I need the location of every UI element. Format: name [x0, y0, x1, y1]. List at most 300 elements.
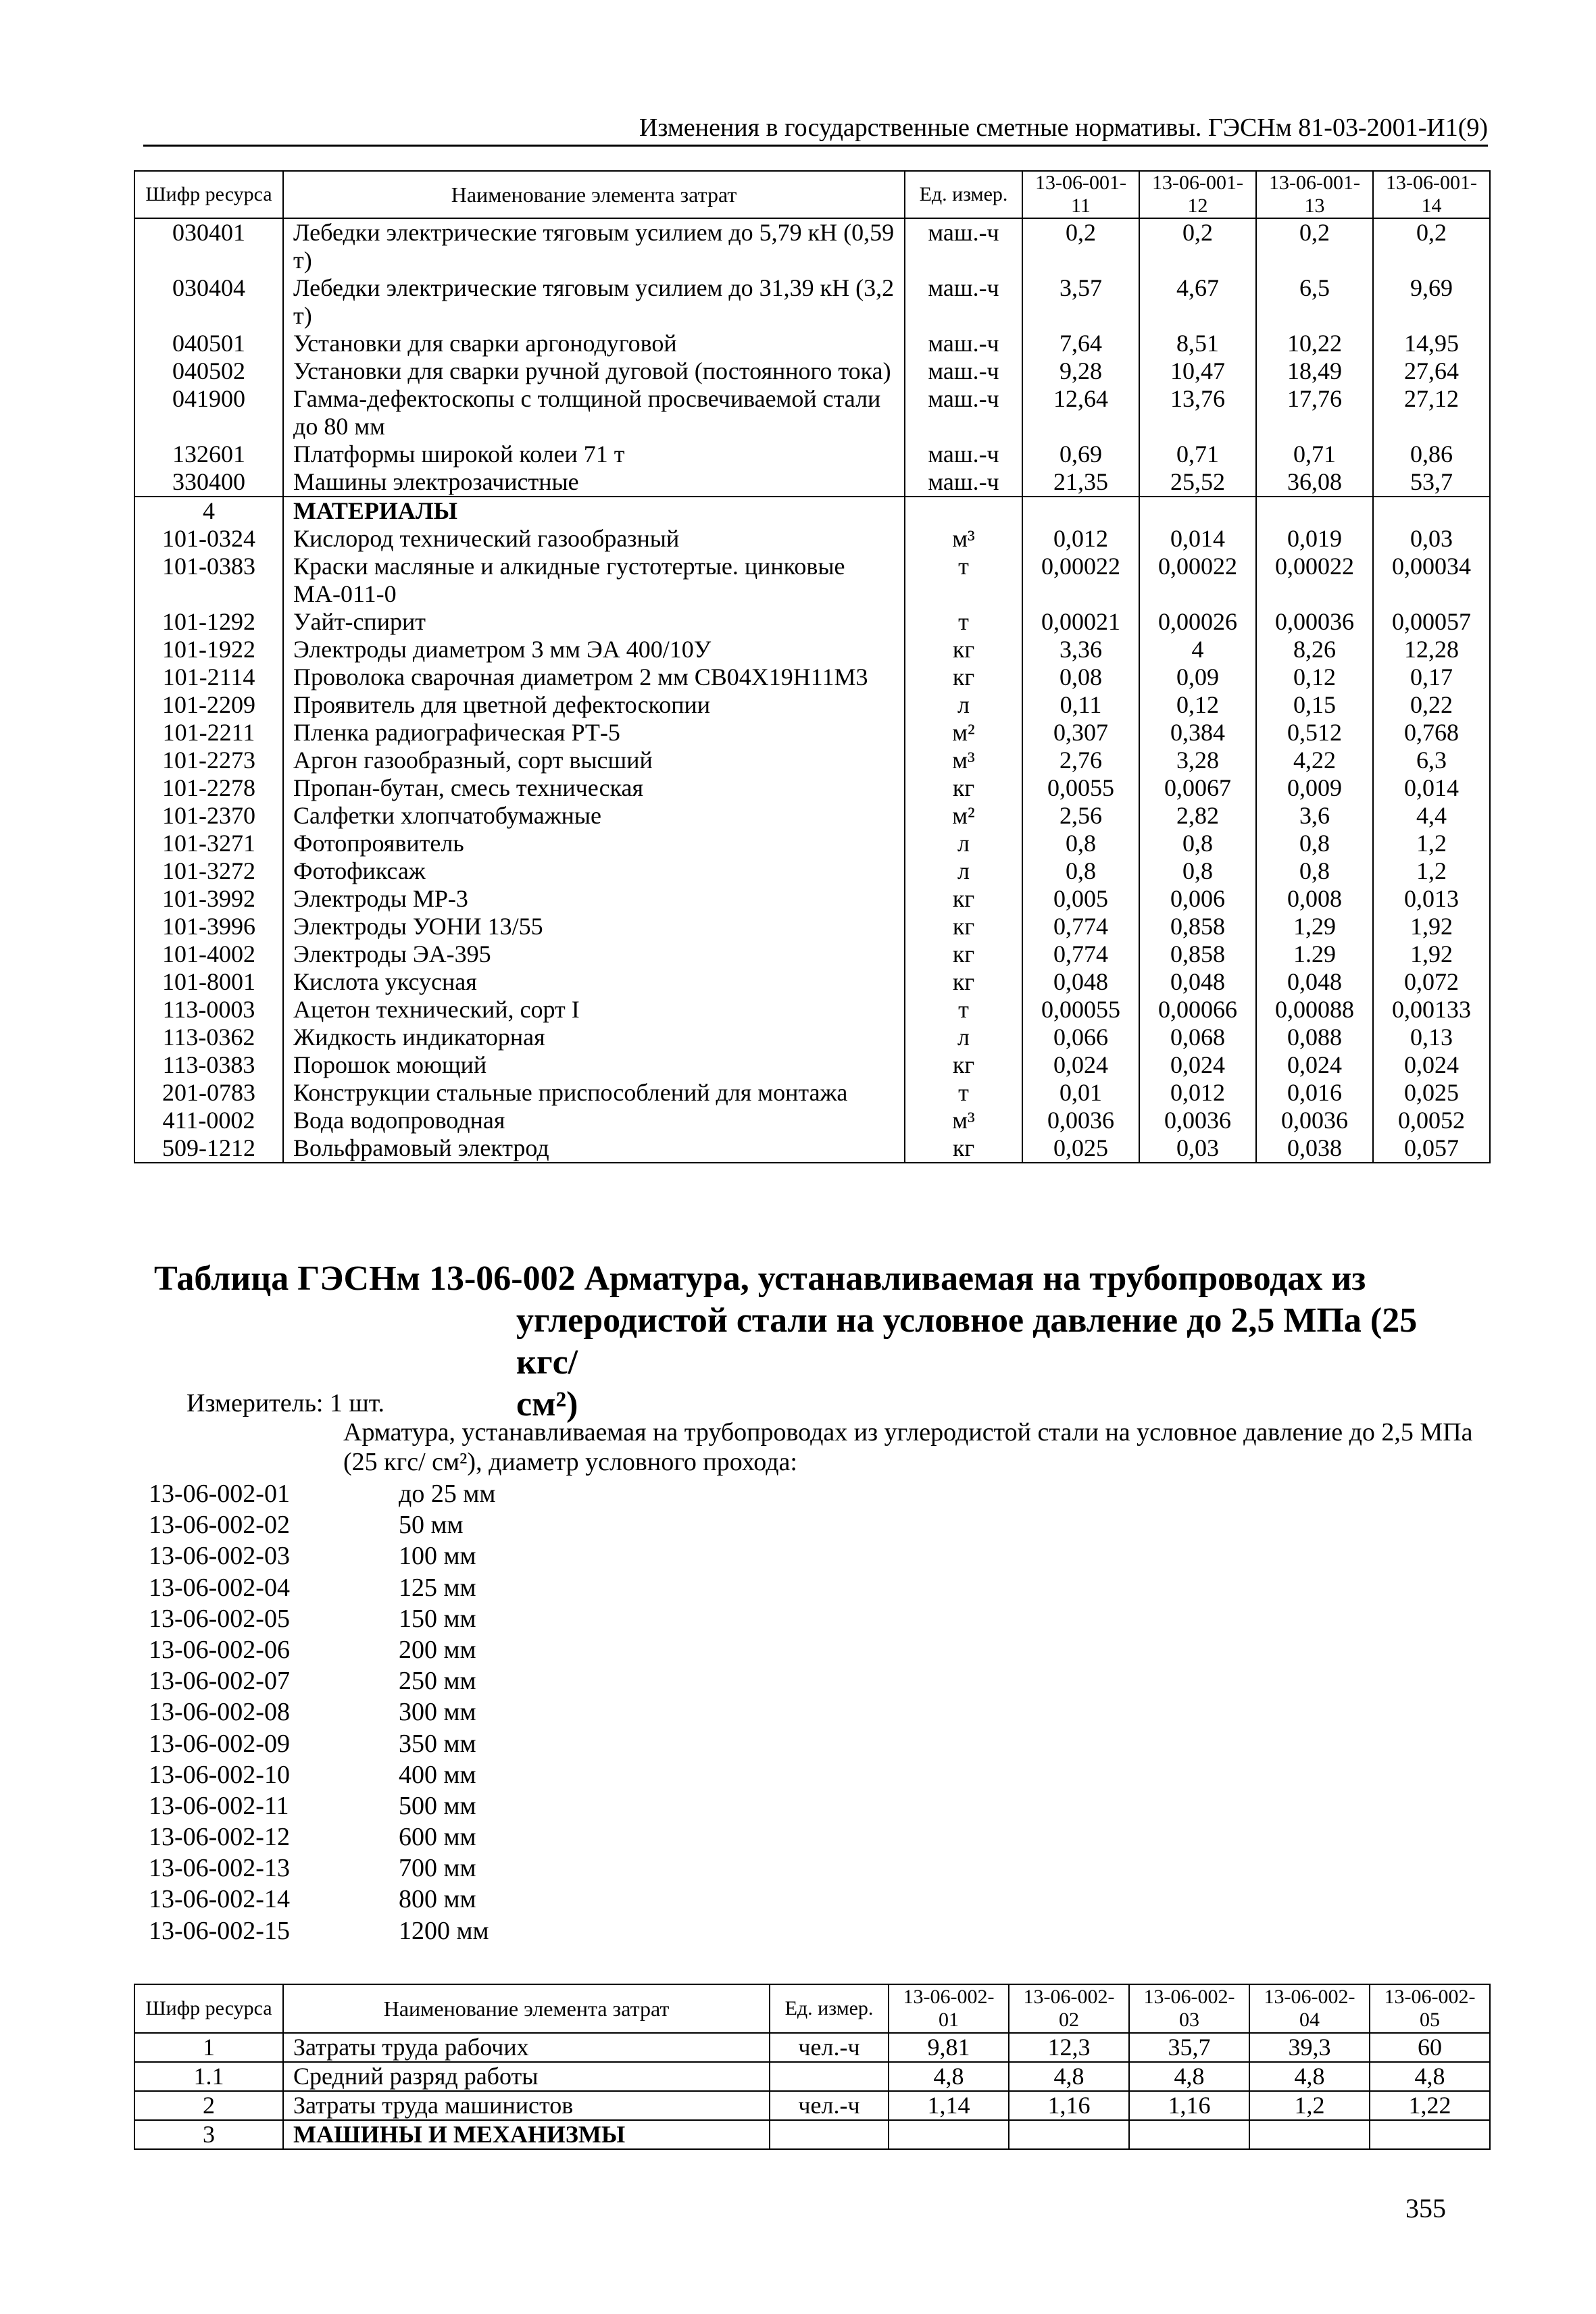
resource-code: 101-2370	[134, 802, 283, 830]
unit: л	[905, 857, 1022, 885]
norm-value: 0,048	[1022, 968, 1139, 996]
norm-value: 0,03	[1373, 525, 1490, 553]
norm-value: 0,0036	[1022, 1107, 1139, 1134]
norm-value: 0,2	[1256, 218, 1373, 274]
resource-code: 101-3992	[134, 885, 283, 913]
norm-value: 27,12	[1373, 385, 1490, 441]
unit: кг	[905, 636, 1022, 663]
norm-value: 9,69	[1373, 274, 1490, 330]
norm-value: 0,12	[1139, 691, 1256, 719]
variant-code: 13-06-002-07	[149, 1667, 290, 1696]
norm-value: 0,048	[1139, 968, 1256, 996]
resource-name: Электроды УОНИ 13/55	[283, 913, 905, 940]
variant-item	[149, 1478, 495, 1509]
norm-value: 0,00034	[1373, 553, 1490, 608]
unit: кг	[905, 663, 1022, 691]
norm-value: 4,8	[889, 2062, 1009, 2091]
norm-value: 12,3	[1009, 2033, 1129, 2062]
resource-name: Кислород технический газообразный	[283, 525, 905, 553]
variant-code: 13-06-002-15	[149, 1916, 290, 1945]
norm-value: 0,024	[1139, 1051, 1256, 1079]
norm-value: 1,16	[1009, 2091, 1129, 2120]
variant-code: 13-06-002-14	[149, 1885, 290, 1914]
variant-code: 13-06-002-06	[149, 1635, 290, 1664]
norm-value: 2,82	[1139, 802, 1256, 830]
variant-code: 13-06-002-10	[149, 1760, 290, 1789]
resource-name: Пропан-бутан, смесь техническая	[283, 774, 905, 802]
norm-value: 0,00022	[1139, 553, 1256, 608]
resource-code: 113-0003	[134, 996, 283, 1024]
variant-code: 13-06-002-11	[149, 1791, 289, 1820]
resource-name: Электроды ЭА-395	[283, 940, 905, 968]
resource-code: 113-0362	[134, 1024, 283, 1051]
norm-value: 53,7	[1373, 468, 1490, 497]
resource-name: Конструкции стальные приспособлений для монтажа	[283, 1079, 905, 1107]
header-col: 13-06-001-12	[1139, 171, 1256, 218]
table-2-title-line: Таблица ГЭСНм 13-06-002 Арматура, устанавливаемая на трубопроводах из	[154, 1259, 1366, 1298]
variant-item	[149, 1853, 495, 1884]
table-row	[134, 357, 1490, 385]
variant-item	[149, 1696, 495, 1728]
norm-value: 18,49	[1256, 357, 1373, 385]
unit: м²	[905, 719, 1022, 747]
section-name: МАШИНЫ И МЕХАНИЗМЫ	[283, 2120, 770, 2149]
table-row	[134, 1079, 1490, 1107]
variant-item	[149, 1915, 495, 1946]
norm-value: 0,0036	[1139, 1107, 1256, 1134]
table-row	[134, 830, 1490, 857]
norm-value: 1,2	[1373, 857, 1490, 885]
variant-diameter: 125 мм	[399, 1573, 476, 1602]
norm-value: 1,22	[1370, 2091, 1490, 2120]
variant-diameter: 50 мм	[399, 1511, 464, 1540]
unit: кг	[905, 885, 1022, 913]
norm-value: 35,7	[1129, 2033, 1249, 2062]
norm-value: 0,2	[1139, 218, 1256, 274]
variant-item	[149, 1821, 495, 1853]
unit: маш.-ч	[905, 218, 1022, 274]
norm-value: 0,00055	[1022, 996, 1139, 1024]
variant-diameter: 400 мм	[399, 1760, 476, 1789]
unit: м³	[905, 525, 1022, 553]
table-2-title-line: углеродистой стали на условное давление до 2,5 МПа (25 кгс/	[516, 1301, 1418, 1382]
norm-value: 0,00066	[1139, 996, 1256, 1024]
norm-value: 0,057	[1373, 1134, 1490, 1163]
resource-code: 040501	[134, 330, 283, 357]
header-unit: Ед. измер.	[905, 171, 1022, 218]
unit: т	[905, 996, 1022, 1024]
norm-value: 0,038	[1256, 1134, 1373, 1163]
unit: л	[905, 1024, 1022, 1051]
resource-table-13-06-002	[134, 1984, 1491, 2150]
table-row	[134, 636, 1490, 663]
resource-code: 101-2278	[134, 774, 283, 802]
norm-value: 0,768	[1373, 719, 1490, 747]
norm-value: 17,76	[1256, 385, 1373, 441]
resource-code: 509-1212	[134, 1134, 283, 1163]
header-col: 13-06-001-11	[1022, 171, 1139, 218]
norm-value: 0,009	[1256, 774, 1373, 802]
norm-value: 0,019	[1256, 525, 1373, 553]
unit: кг	[905, 1051, 1022, 1079]
table-row	[134, 940, 1490, 968]
variant-code: 13-06-002-13	[149, 1854, 290, 1883]
norm-value: 0,71	[1256, 441, 1373, 468]
norm-value: 0,024	[1373, 1051, 1490, 1079]
table-row	[134, 857, 1490, 885]
unit: маш.-ч	[905, 330, 1022, 357]
unit: л	[905, 691, 1022, 719]
variant-item	[149, 1509, 495, 1540]
norm-value: 0,006	[1139, 885, 1256, 913]
norm-value: 0,0055	[1022, 774, 1139, 802]
unit: кг	[905, 1134, 1022, 1163]
norm-value: 0,8	[1256, 830, 1373, 857]
norm-value: 0,774	[1022, 913, 1139, 940]
header-code: Шифр ресурса	[134, 171, 283, 218]
norm-value: 2,76	[1022, 747, 1139, 774]
resource-name: Средний разряд работы	[283, 2062, 770, 2091]
norm-value: 0,8	[1022, 830, 1139, 857]
resource-code: 101-2273	[134, 747, 283, 774]
resource-name: Проволока сварочная диаметром 2 мм СВ04Х19Н11М3	[283, 663, 905, 691]
header-col: 13-06-001-14	[1373, 171, 1490, 218]
norm-value: 0,00133	[1373, 996, 1490, 1024]
variant-diameter: 200 мм	[399, 1635, 476, 1664]
resource-name: Краски масляные и алкидные густотертые. цинковые МА-011-0	[283, 553, 905, 608]
norm-value: 13,76	[1139, 385, 1256, 441]
unit: маш.-ч	[905, 468, 1022, 497]
norm-value: 0,11	[1022, 691, 1139, 719]
resource-name: Установки для сварки аргонодуговой	[283, 330, 905, 357]
norm-value: 21,35	[1022, 468, 1139, 497]
norm-value: 0,00026	[1139, 608, 1256, 636]
norm-value: 3,28	[1139, 747, 1256, 774]
norm-value: 4,8	[1129, 2062, 1249, 2091]
resource-name: Установки для сварки ручной дуговой (постоянного тока)	[283, 357, 905, 385]
table-row	[134, 2062, 1490, 2091]
unit: чел.-ч	[770, 2091, 889, 2120]
norm-value: 0,384	[1139, 719, 1256, 747]
resource-name: Кислота уксусная	[283, 968, 905, 996]
unit: кг	[905, 774, 1022, 802]
unit: кг	[905, 940, 1022, 968]
norm-value: 0,00036	[1256, 608, 1373, 636]
norm-value	[1373, 497, 1490, 525]
unit	[770, 2062, 889, 2091]
page-number: 355	[1405, 2193, 1446, 2223]
variant-diameter: до 25 мм	[399, 1480, 496, 1508]
table-header-row	[134, 171, 1490, 218]
norm-value: 0,013	[1373, 885, 1490, 913]
norm-value: 1,92	[1373, 913, 1490, 940]
table-row	[134, 1107, 1490, 1134]
norm-value: 0,072	[1373, 968, 1490, 996]
unit: т	[905, 553, 1022, 608]
variant-diameter: 350 мм	[399, 1729, 476, 1758]
variant-item	[149, 1728, 495, 1759]
variant-diameter: 800 мм	[399, 1885, 476, 1914]
norm-value: 0,012	[1139, 1079, 1256, 1107]
header-col: 13-06-002-04	[1249, 1984, 1370, 2033]
norm-value	[1022, 497, 1139, 525]
norm-value: 0,025	[1022, 1134, 1139, 1163]
norm-value	[1139, 497, 1256, 525]
norm-value: 0,774	[1022, 940, 1139, 968]
norm-value: 0,12	[1256, 663, 1373, 691]
resource-code: 113-0383	[134, 1051, 283, 1079]
norm-value: 4,67	[1139, 274, 1256, 330]
table-row	[134, 525, 1490, 553]
resource-code: 1	[134, 2033, 283, 2062]
table-header-row	[134, 1984, 1490, 2033]
norm-value: 25,52	[1139, 468, 1256, 497]
norm-value: 3,36	[1022, 636, 1139, 663]
section-row	[134, 497, 1490, 525]
norm-value: 39,3	[1249, 2033, 1370, 2062]
header-col: 13-06-002-03	[1129, 1984, 1249, 2033]
variant-item	[149, 1603, 495, 1634]
norm-value: 0,005	[1022, 885, 1139, 913]
resource-code: 411-0002	[134, 1107, 283, 1134]
norm-value: 0,0052	[1373, 1107, 1490, 1134]
norm-value: 0,09	[1139, 663, 1256, 691]
norm-value: 0,8	[1022, 857, 1139, 885]
norm-value: 1.29	[1256, 940, 1373, 968]
resource-name: Уайт-спирит	[283, 608, 905, 636]
variant-diameter: 300 мм	[399, 1698, 476, 1727]
norm-value: 0,2	[1373, 218, 1490, 274]
variant-diameter: 500 мм	[399, 1791, 476, 1820]
resource-name: Пленка радиографическая РТ-5	[283, 719, 905, 747]
resource-code: 101-2209	[134, 691, 283, 719]
norm-value: 6,3	[1373, 747, 1490, 774]
unit: м²	[905, 802, 1022, 830]
table-row	[134, 330, 1490, 357]
unit: маш.-ч	[905, 357, 1022, 385]
norm-value: 14,95	[1373, 330, 1490, 357]
table-row	[134, 691, 1490, 719]
norm-value: 0,03	[1139, 1134, 1256, 1163]
table-row	[134, 1134, 1490, 1163]
norm-value: 0,69	[1022, 441, 1139, 468]
resource-code: 1.1	[134, 2062, 283, 2091]
norm-value: 1,14	[889, 2091, 1009, 2120]
norm-value: 4	[1139, 636, 1256, 663]
norm-value: 36,08	[1256, 468, 1373, 497]
variant-item	[149, 1884, 495, 1915]
unit: т	[905, 608, 1022, 636]
work-description: Арматура, устанавливаемая на трубопроводах из углеродистой стали на условное давление до 2,5 МПа (25 кгс/ см²), диаметр условного прохода:	[343, 1418, 1473, 1476]
norm-value: 1,92	[1373, 940, 1490, 968]
header-name: Наименование элемента затрат	[283, 171, 905, 218]
resource-code: 101-3996	[134, 913, 283, 940]
resource-name: Затраты труда рабочих	[283, 2033, 770, 2062]
table-2-title-line: см²)	[516, 1385, 578, 1424]
variant-diameter: 1200 мм	[399, 1916, 489, 1945]
resource-code: 101-0324	[134, 525, 283, 553]
resource-name: Электроды диаметром 3 мм ЭА 400/10У	[283, 636, 905, 663]
norm-value: 0,014	[1373, 774, 1490, 802]
norm-value	[1009, 2120, 1129, 2149]
header-col: 13-06-002-05	[1370, 1984, 1490, 2033]
resource-name: Электроды МР-3	[283, 885, 905, 913]
norm-value: 27,64	[1373, 357, 1490, 385]
table-row	[134, 1051, 1490, 1079]
resource-name: Лебедки электрические тяговым усилием до 5,79 кН (0,59 т)	[283, 218, 905, 274]
norm-value	[1249, 2120, 1370, 2149]
resource-code: 3	[134, 2120, 283, 2149]
norm-value: 0,8	[1139, 830, 1256, 857]
norm-value: 0,8	[1256, 857, 1373, 885]
variant-diameter: 250 мм	[399, 1667, 476, 1696]
resource-code: 040502	[134, 357, 283, 385]
variant-diameter: 600 мм	[399, 1823, 476, 1852]
norm-value: 0,307	[1022, 719, 1139, 747]
table-row	[134, 885, 1490, 913]
norm-value: 9,81	[889, 2033, 1009, 2062]
resource-code: 030404	[134, 274, 283, 330]
unit	[770, 2120, 889, 2149]
table-row	[134, 274, 1490, 330]
running-header: Изменения в государственные сметные нормативы. ГЭСНм 81-03-2001-И1(9)	[143, 112, 1488, 147]
variant-diameter: 100 мм	[399, 1542, 476, 1571]
norm-value: 1,2	[1249, 2091, 1370, 2120]
norm-value: 8,51	[1139, 330, 1256, 357]
resource-name: Ацетон технический, сорт I	[283, 996, 905, 1024]
unit: л	[905, 830, 1022, 857]
norm-value: 0,088	[1256, 1024, 1373, 1051]
header-col: 13-06-002-01	[889, 1984, 1009, 2033]
norm-value: 0,0067	[1139, 774, 1256, 802]
norm-value: 4,4	[1373, 802, 1490, 830]
norm-value: 0,008	[1256, 885, 1373, 913]
norm-value: 0,066	[1022, 1024, 1139, 1051]
resource-table-13-06-001	[134, 170, 1491, 1163]
norm-value: 12,64	[1022, 385, 1139, 441]
norm-value: 10,47	[1139, 357, 1256, 385]
variant-item	[149, 1790, 495, 1821]
resource-code: 101-2211	[134, 719, 283, 747]
norm-value: 0,8	[1139, 857, 1256, 885]
norm-value: 0,2	[1022, 218, 1139, 274]
resource-name: Фотофиксаж	[283, 857, 905, 885]
unit: кг	[905, 913, 1022, 940]
variant-code: 13-06-002-08	[149, 1698, 290, 1727]
norm-value: 0,048	[1256, 968, 1373, 996]
table-row	[134, 663, 1490, 691]
norm-value: 0,512	[1256, 719, 1373, 747]
norm-value: 12,28	[1373, 636, 1490, 663]
variant-code: 13-06-002-01	[149, 1480, 290, 1508]
measurement-unit: Измеритель: 1 шт.	[186, 1389, 384, 1417]
resource-code: 101-1292	[134, 608, 283, 636]
header-col: 13-06-001-13	[1256, 171, 1373, 218]
unit: маш.-ч	[905, 274, 1022, 330]
unit: чел.-ч	[770, 2033, 889, 2062]
norm-value	[1370, 2120, 1490, 2149]
variant-diameter: 700 мм	[399, 1854, 476, 1883]
resource-code: 101-8001	[134, 968, 283, 996]
norm-value: 60	[1370, 2033, 1490, 2062]
norm-value: 0,22	[1373, 691, 1490, 719]
norm-value: 9,28	[1022, 357, 1139, 385]
table-row	[134, 441, 1490, 468]
unit: м³	[905, 1107, 1022, 1134]
unit: маш.-ч	[905, 385, 1022, 441]
resource-name: Порошок моющий	[283, 1051, 905, 1079]
resource-name: Затраты труда машинистов	[283, 2091, 770, 2120]
resource-code: 4	[134, 497, 283, 525]
table-row	[134, 968, 1490, 996]
variant-list	[149, 1478, 495, 1946]
resource-code: 030401	[134, 218, 283, 274]
norm-value: 0,71	[1139, 441, 1256, 468]
norm-value: 0,012	[1022, 525, 1139, 553]
resource-code: 041900	[134, 385, 283, 441]
norm-value: 0,00088	[1256, 996, 1373, 1024]
table-row	[134, 913, 1490, 940]
header-unit: Ед. измер.	[770, 1984, 889, 2033]
table-row	[134, 719, 1490, 747]
unit	[905, 497, 1022, 525]
norm-value: 0,00022	[1256, 553, 1373, 608]
unit: т	[905, 1079, 1022, 1107]
norm-value: 0,858	[1139, 913, 1256, 940]
header-code: Шифр ресурса	[134, 1984, 283, 2033]
norm-value: 0,024	[1256, 1051, 1373, 1079]
norm-value: 3,57	[1022, 274, 1139, 330]
resource-name: Вольфрамовый электрод	[283, 1134, 905, 1163]
norm-value: 0,024	[1022, 1051, 1139, 1079]
resource-code: 132601	[134, 441, 283, 468]
resource-code: 101-1922	[134, 636, 283, 663]
resource-code: 101-3271	[134, 830, 283, 857]
table-row	[134, 468, 1490, 497]
table-row	[134, 385, 1490, 441]
norm-value: 0,17	[1373, 663, 1490, 691]
norm-value: 10,22	[1256, 330, 1373, 357]
norm-value	[1256, 497, 1373, 525]
norm-value: 0,0036	[1256, 1107, 1373, 1134]
variant-code: 13-06-002-05	[149, 1604, 290, 1633]
table-row	[134, 802, 1490, 830]
norm-value: 0,068	[1139, 1024, 1256, 1051]
table-row	[134, 774, 1490, 802]
variant-item	[149, 1665, 495, 1696]
norm-value: 0,00021	[1022, 608, 1139, 636]
resource-name: Фотопроявитель	[283, 830, 905, 857]
table-row	[134, 2091, 1490, 2120]
table-row	[134, 218, 1490, 274]
unit: м³	[905, 747, 1022, 774]
variant-item	[149, 1572, 495, 1603]
norm-value: 0,016	[1256, 1079, 1373, 1107]
resource-code: 101-3272	[134, 857, 283, 885]
table-row	[134, 1024, 1490, 1051]
resource-name: Проявитель для цветной дефектоскопии	[283, 691, 905, 719]
resource-code: 330400	[134, 468, 283, 497]
resource-name: Лебедки электрические тяговым усилием до 31,39 кН (3,2 т)	[283, 274, 905, 330]
variant-item	[149, 1759, 495, 1790]
variant-diameter: 150 мм	[399, 1604, 476, 1633]
norm-value: 4,8	[1249, 2062, 1370, 2091]
norm-value: 0,014	[1139, 525, 1256, 553]
variant-code: 13-06-002-09	[149, 1729, 290, 1758]
norm-value: 2,56	[1022, 802, 1139, 830]
variant-code: 13-06-002-12	[149, 1823, 290, 1852]
variant-code: 13-06-002-04	[149, 1573, 290, 1602]
